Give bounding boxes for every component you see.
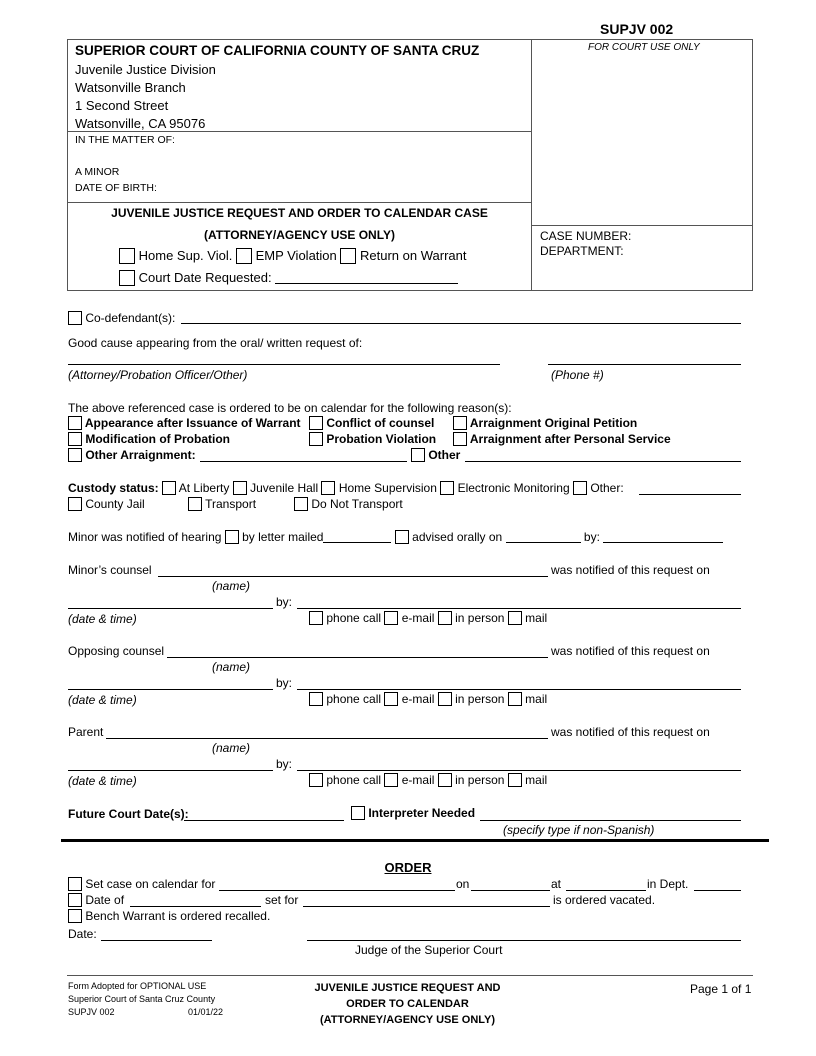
judge-signature-field[interactable] [307, 940, 741, 941]
codefendant-label: Co-defendant(s): [85, 311, 176, 325]
oc-email-checkbox[interactable] [384, 692, 398, 706]
court-branch: Watsonville Branch [75, 80, 186, 95]
good-cause-text: Good cause appearing from the oral/ written request of: [68, 336, 363, 350]
opposing-counsel-by-field[interactable] [297, 689, 741, 690]
set-case-at-field[interactable] [566, 890, 646, 891]
court-date-checkbox[interactable] [119, 270, 135, 286]
department-label: DEPARTMENT: [540, 244, 624, 258]
other-arraignment-field[interactable] [200, 461, 407, 462]
p-mail-checkbox[interactable] [508, 773, 522, 787]
reason-conflict-checkbox[interactable] [309, 416, 323, 430]
reason-4: Modification of Probation [68, 432, 230, 446]
letter-date-field[interactable] [323, 531, 391, 543]
request-options [119, 248, 466, 264]
order-date-label: Date: [68, 927, 97, 941]
footer-adopted: Form Adopted for OPTIONAL USE [68, 981, 207, 991]
minors-counsel-methods: phone call e-mail in person mail [309, 611, 547, 625]
custody-jail-checkbox[interactable] [68, 497, 82, 511]
future-date-field[interactable] [184, 820, 344, 821]
court-date-row [119, 270, 458, 286]
set-case-checkbox[interactable] [68, 877, 82, 891]
minors-counsel-name-field[interactable] [158, 576, 548, 577]
date-of-checkbox[interactable] [68, 893, 82, 907]
matter-label: IN THE MATTER OF: [75, 134, 175, 146]
parent-label: Parent [68, 725, 104, 739]
custody-liberty-checkbox[interactable] [162, 481, 176, 495]
court-city: Watsonville, CA 95076 [75, 116, 206, 131]
dob-label: DATE OF BIRTH: [75, 182, 157, 194]
phone-label: (Phone #) [551, 368, 604, 382]
footer-date: 01/01/22 [188, 1007, 224, 1017]
order-bench-row: Bench Warrant is ordered recalled. [68, 909, 270, 923]
footer-page: Page 1 of 1 [690, 982, 752, 996]
minors-counsel-label: Minor’s counsel [68, 563, 152, 577]
opposing-counsel-methods: phone call e-mail in person mail [309, 692, 547, 706]
reason-7: Other Arraignment: [68, 448, 196, 462]
reason-5: Probation Violation [309, 432, 436, 446]
footer-title-3: (ATTORNEY/AGENCY USE ONLY) [319, 1014, 495, 1026]
court-date-field[interactable] [275, 272, 458, 284]
p-email-checkbox[interactable] [384, 773, 398, 787]
form-id: SUPJV 002 [600, 21, 674, 37]
reason-8: Other [411, 448, 460, 462]
mc-email-checkbox[interactable] [384, 611, 398, 625]
date-of-field[interactable] [130, 906, 261, 907]
court-use-label: FOR COURT USE ONLY [588, 42, 700, 53]
minors-counsel-by-field[interactable] [297, 608, 741, 609]
set-case-on-field[interactable] [471, 890, 550, 891]
codefendant-field[interactable] [181, 323, 741, 324]
custody-other-checkbox[interactable] [573, 481, 587, 495]
oc-phone-checkbox[interactable] [309, 692, 323, 706]
reason-modification-checkbox[interactable] [68, 432, 82, 446]
interpreter-checkbox[interactable] [351, 806, 365, 820]
set-case-dept-field[interactable] [694, 890, 741, 891]
attorney-label: (Attorney/Probation Officer/Other) [68, 368, 248, 382]
judge-label: Judge of the Superior Court [355, 943, 503, 957]
custody-electronic-checkbox[interactable] [440, 481, 454, 495]
reason-other-field[interactable] [465, 461, 741, 462]
reason-3: Arraignment Original Petition [453, 416, 637, 430]
home-sup-checkbox[interactable] [119, 248, 135, 264]
order-date-field[interactable] [101, 940, 212, 941]
letter-checkbox[interactable] [225, 530, 239, 544]
future-date-label: Future Court Date(s): [68, 807, 189, 821]
minors-counsel-date-field[interactable] [68, 608, 273, 609]
reason-probation-violation-checkbox[interactable] [309, 432, 323, 446]
parent-name-field[interactable] [106, 738, 548, 739]
footer-title-1: JUVENILE JUSTICE REQUEST AND [314, 982, 501, 994]
custody-home-checkbox[interactable] [321, 481, 335, 495]
custody-row-2: County Jail [68, 497, 145, 511]
return-warrant-checkbox[interactable] [340, 248, 356, 264]
mc-phone-checkbox[interactable] [309, 611, 323, 625]
case-number-label: CASE NUMBER: [540, 229, 632, 243]
custody-label: Custody status: [68, 481, 159, 495]
court-name: SUPERIOR COURT OF CALIFORNIA COUNTY OF SANTA CRUZ [75, 43, 480, 58]
footer-code: SUPJV 002 [68, 1007, 115, 1017]
footer-title-2: ORDER TO CALENDAR [346, 998, 469, 1010]
court-street: 1 Second Street [75, 98, 169, 113]
reasons-intro: The above referenced case is ordered to be on calendar for the following reason(s): [68, 401, 512, 415]
orally-date-field[interactable] [506, 531, 581, 543]
custody-other-field[interactable] [639, 494, 741, 495]
phone-field[interactable] [548, 364, 741, 365]
order-date-of-row: Date of [68, 893, 124, 907]
reason-2: Conflict of counsel [309, 416, 434, 430]
court-division: Juvenile Justice Division [75, 62, 216, 77]
set-for-field[interactable] [303, 906, 550, 907]
request-title: JUVENILE JUSTICE REQUEST AND ORDER TO CALENDAR CASE [111, 206, 488, 220]
interpreter-type-field[interactable] [480, 820, 741, 821]
reason-warrant-checkbox[interactable] [68, 416, 82, 430]
order-divider [61, 839, 769, 842]
codefendant-row [68, 311, 175, 325]
emp-label: EMP Violation [255, 248, 337, 263]
header-divider [531, 39, 532, 291]
parent-methods: phone call e-mail in person mail [309, 773, 547, 787]
reason-1: Appearance after Issuance of Warrant [68, 416, 301, 430]
orally-checkbox[interactable] [395, 530, 409, 544]
p-phone-checkbox[interactable] [309, 773, 323, 787]
mc-mail-checkbox[interactable] [508, 611, 522, 625]
bench-warrant-checkbox[interactable] [68, 909, 82, 923]
reason-other-checkbox[interactable] [411, 448, 425, 462]
oc-mail-checkbox[interactable] [508, 692, 522, 706]
parent-date-field[interactable] [68, 770, 273, 771]
opposing-counsel-date-field[interactable] [68, 689, 273, 690]
interpreter-row: Interpreter Needed [351, 806, 475, 820]
order-heading: ORDER [384, 860, 432, 875]
reason-personal-service-checkbox[interactable] [453, 432, 467, 446]
p-person-checkbox[interactable] [438, 773, 452, 787]
request-subtitle: (ATTORNEY/AGENCY USE ONLY) [204, 228, 395, 242]
mc-person-checkbox[interactable] [438, 611, 452, 625]
order-set-case-row: Set case on calendar for [68, 877, 215, 891]
reason-6: Arraignment after Personal Service [453, 432, 671, 446]
parent-by-field[interactable] [297, 770, 741, 771]
return-warrant-label: Return on Warrant [360, 248, 467, 263]
custody-hall-checkbox[interactable] [233, 481, 247, 495]
opposing-counsel-name-field[interactable] [167, 657, 548, 658]
custody-no-transport-checkbox[interactable] [294, 497, 308, 511]
court-date-label: Court Date Requested: [138, 270, 272, 285]
set-case-for-field[interactable] [219, 890, 455, 891]
footer-county: Superior Court of Santa Cruz County [68, 994, 216, 1004]
custody-row-1: Custody status: At Liberty Juvenile Hall Home Supervision Electronic Monitoring Other: [68, 481, 624, 495]
opposing-counsel-label: Opposing counsel [68, 644, 165, 658]
home-sup-label: Home Sup. Viol. [138, 248, 233, 263]
reason-other-arraignment-checkbox[interactable] [68, 448, 82, 462]
emp-checkbox[interactable] [236, 248, 252, 264]
interpreter-specify: (specify type if non-Spanish) [503, 823, 655, 837]
minor-label: A MINOR [75, 166, 120, 178]
orally-by-field[interactable] [603, 531, 723, 543]
custody-transport-checkbox[interactable] [188, 497, 202, 511]
footer-rule [67, 975, 753, 976]
requester-field[interactable] [68, 364, 500, 365]
codefendant-checkbox[interactable] [68, 311, 82, 325]
reason-original-petition-checkbox[interactable] [453, 416, 467, 430]
notified-row: Minor was notified of hearing by letter mailed advised orally on by: [68, 530, 723, 544]
oc-person-checkbox[interactable] [438, 692, 452, 706]
